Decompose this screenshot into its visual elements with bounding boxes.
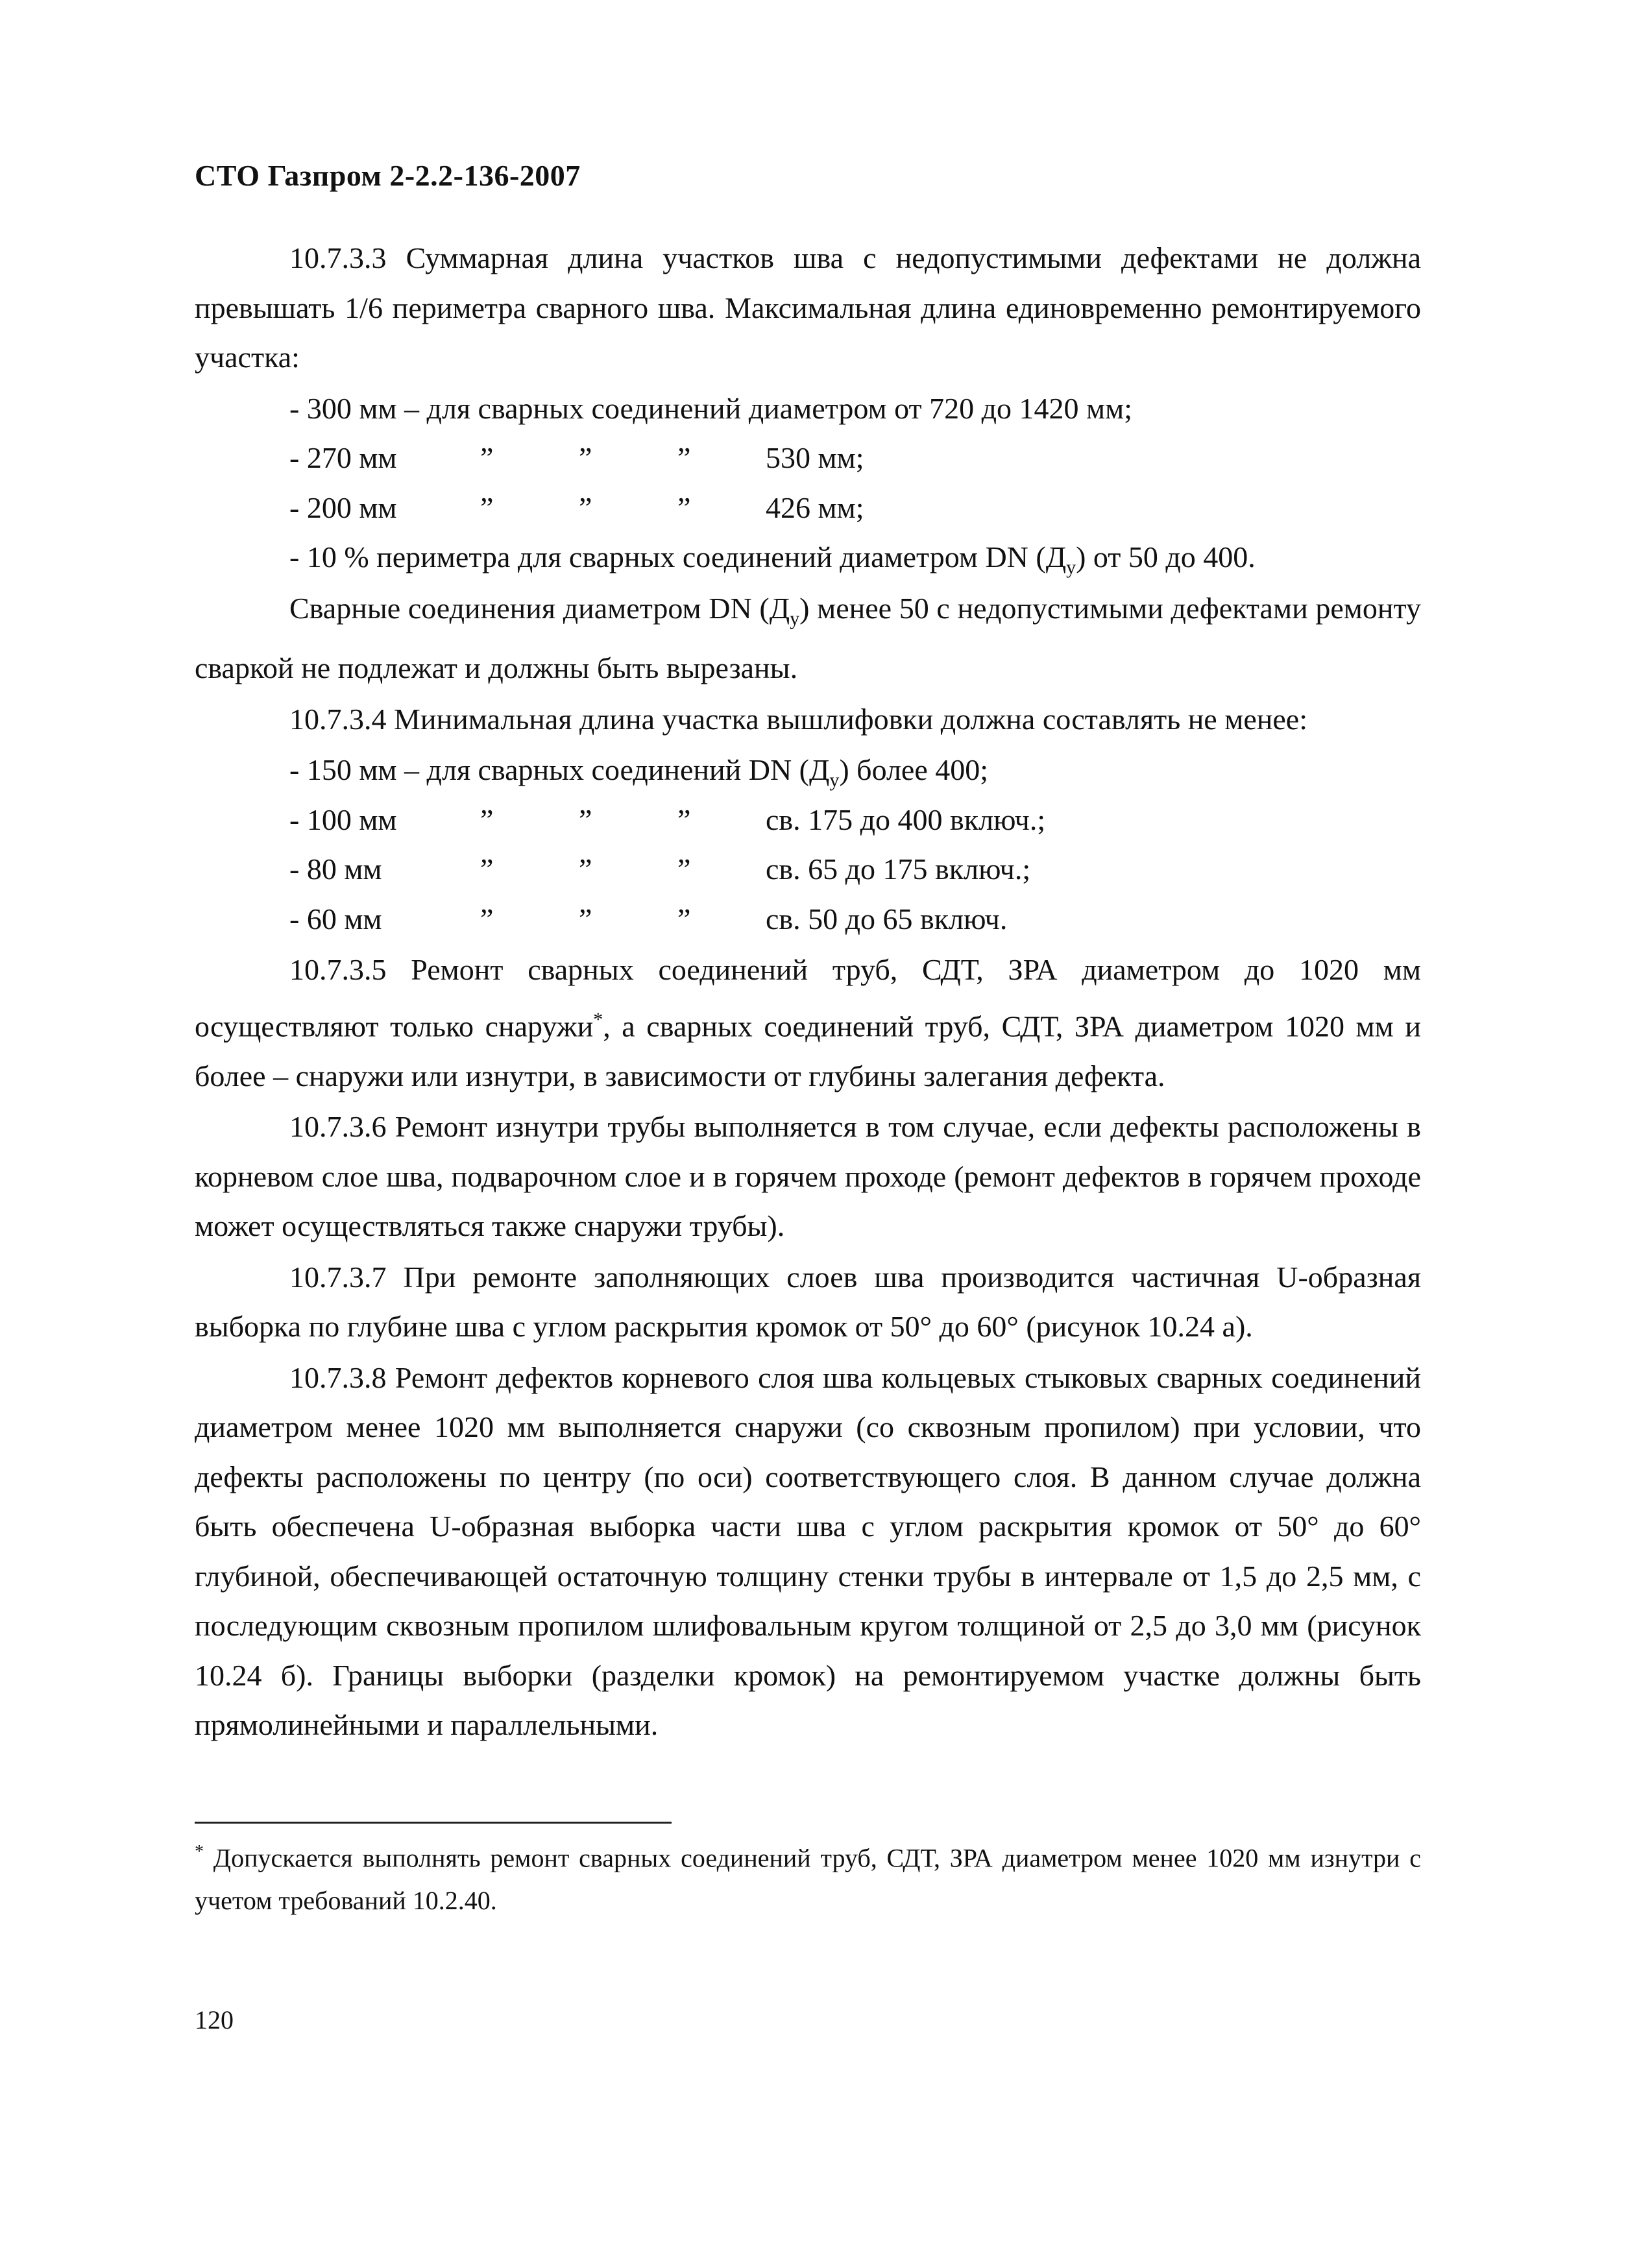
paragraph-10-7-3-6: 10.7.3.6 Ремонт изнутри трубы выполняется в том случае, если дефекты расположены в корневом слое шва, подварочном слое и в горячем проходе (ремонт дефектов в горячем проходе может осуществляться также снаружи трубы). bbox=[195, 1110, 1421, 1243]
list-item-value: 426 мм; bbox=[766, 490, 864, 524]
list-item bbox=[195, 433, 1421, 483]
list-item bbox=[195, 384, 1421, 434]
page-number: 120 bbox=[195, 2005, 234, 2034]
list-item bbox=[195, 795, 1421, 845]
footnote-reference: * bbox=[593, 1008, 603, 1030]
list-item-text: - 300 мм – для сварных соединений диаметром от 720 до 1420 мм; bbox=[289, 391, 1132, 425]
ditto-mark: ” bbox=[677, 441, 691, 474]
list-item bbox=[195, 483, 1421, 533]
footnote-divider bbox=[195, 1822, 672, 1824]
document-header: СТО Газпром 2-2.2-136-2007 bbox=[195, 159, 581, 192]
list-item-lead: - 200 мм bbox=[289, 490, 397, 524]
paragraph-10-7-3-7: 10.7.3.7 При ремонте заполняющих слоев шва производится частичная U-образная выборка по глубине шва с углом раскрытия кромок от 50° до 60° (рисунок 10.24 а). bbox=[195, 1260, 1421, 1344]
ditto-mark: ” bbox=[480, 852, 494, 886]
ditto-mark: ” bbox=[677, 490, 691, 524]
list-item bbox=[195, 895, 1421, 945]
document-body bbox=[195, 234, 1421, 1750]
ditto-mark: ” bbox=[579, 852, 592, 886]
list-item-lead: - 80 мм bbox=[289, 852, 382, 886]
ditto-mark: ” bbox=[579, 902, 592, 935]
ditto-mark: ” bbox=[579, 802, 592, 836]
ditto-mark: ” bbox=[579, 441, 592, 474]
list-item bbox=[195, 845, 1421, 895]
paragraph-10-7-3-5: 10.7.3.5 Ремонт сварных соединений труб, СДТ, ЗРА диаметром до 1020 мм осуществляют только снаружи*, а сварных соединений труб, СДТ, ЗРА диаметром 1020 мм и более – снаружи или изнутри, в зависимости от глубины залегания дефекта. bbox=[195, 953, 1421, 1092]
ditto-mark: ” bbox=[480, 441, 494, 474]
list-item-value: 530 мм; bbox=[766, 441, 864, 474]
list-item-value: св. 175 до 400 включ.; bbox=[766, 802, 1046, 836]
list-item-text: - 10 % периметра для сварных соединений диаметром DN $(Д_у)$ от 50 до 400. bbox=[289, 540, 1256, 579]
paragraph-small-diameter: Сварные соединения диаметром DN $(Д_у)$ менее 50 с недопустимыми дефектами ремонту сваркой не подлежат и должны быть вырезаны. bbox=[195, 591, 1422, 685]
ditto-mark: ” bbox=[480, 490, 494, 524]
ditto-mark: ” bbox=[579, 490, 592, 524]
footnote-mark: * bbox=[195, 1842, 204, 1862]
ditto-mark: ” bbox=[677, 852, 691, 886]
ditto-mark: ” bbox=[480, 802, 494, 836]
ditto-mark: ” bbox=[677, 902, 691, 935]
list-item-value: св. 65 до 175 включ.; bbox=[766, 852, 1031, 886]
list-item bbox=[195, 533, 1421, 583]
list-item-value: св. 50 до 65 включ. bbox=[766, 902, 1008, 935]
list-item bbox=[195, 745, 1421, 795]
ditto-mark: ” bbox=[677, 802, 691, 836]
ditto-mark: ” bbox=[480, 902, 494, 935]
paragraph-10-7-3-3: 10.7.3.3 Суммарная длина участков шва с недопустимыми дефектами не должна превышать 1/6 периметра сварного шва. Максимальная длина единовременно ремонтируемого участка: bbox=[195, 241, 1421, 374]
paragraph-10-7-3-4: 10.7.3.4 Минимальная длина участка вышлифовки должна составлять не менее: bbox=[289, 702, 1307, 736]
list-item-text: - 150 мм – для сварных соединений DN $(Д_у)$ более 400; bbox=[289, 753, 989, 791]
paragraph-10-7-3-8: 10.7.3.8 Ремонт дефектов корневого слоя шва кольцевых стыковых сварных соединений диаметром менее 1020 мм выполняется снаружи (со сквозным пропилом) при условии, что дефекты расположены по центру (по оси) соответствующего слоя. В данном случае должна быть обеспечена U-образная выборка части шва с углом раскрытия кромок от 50° до 60° глубиной, обеспечивающей остаточную толщину стенки трубы в интервале от 1,5 до 2,5 мм, с последующим сквозным пропилом шлифовальным кругом толщиной от 2,5 до 3,0 мм (рисунок 10.24 б). Границы выборки (разделки кромок) на ремонтируемом участке должны быть прямолинейными и параллельными. bbox=[195, 1360, 1421, 1742]
footnote-text: Допускается выполнять ремонт сварных соединений труб, СДТ, ЗРА диаметром менее 1020 мм изнутри с учетом требований 10.2.40. bbox=[195, 1843, 1421, 1916]
list-item-lead: - 100 мм bbox=[289, 802, 397, 836]
list-item-lead: - 270 мм bbox=[289, 441, 397, 474]
footnote bbox=[195, 1831, 1421, 1922]
list-item-lead: - 60 мм bbox=[289, 902, 382, 935]
